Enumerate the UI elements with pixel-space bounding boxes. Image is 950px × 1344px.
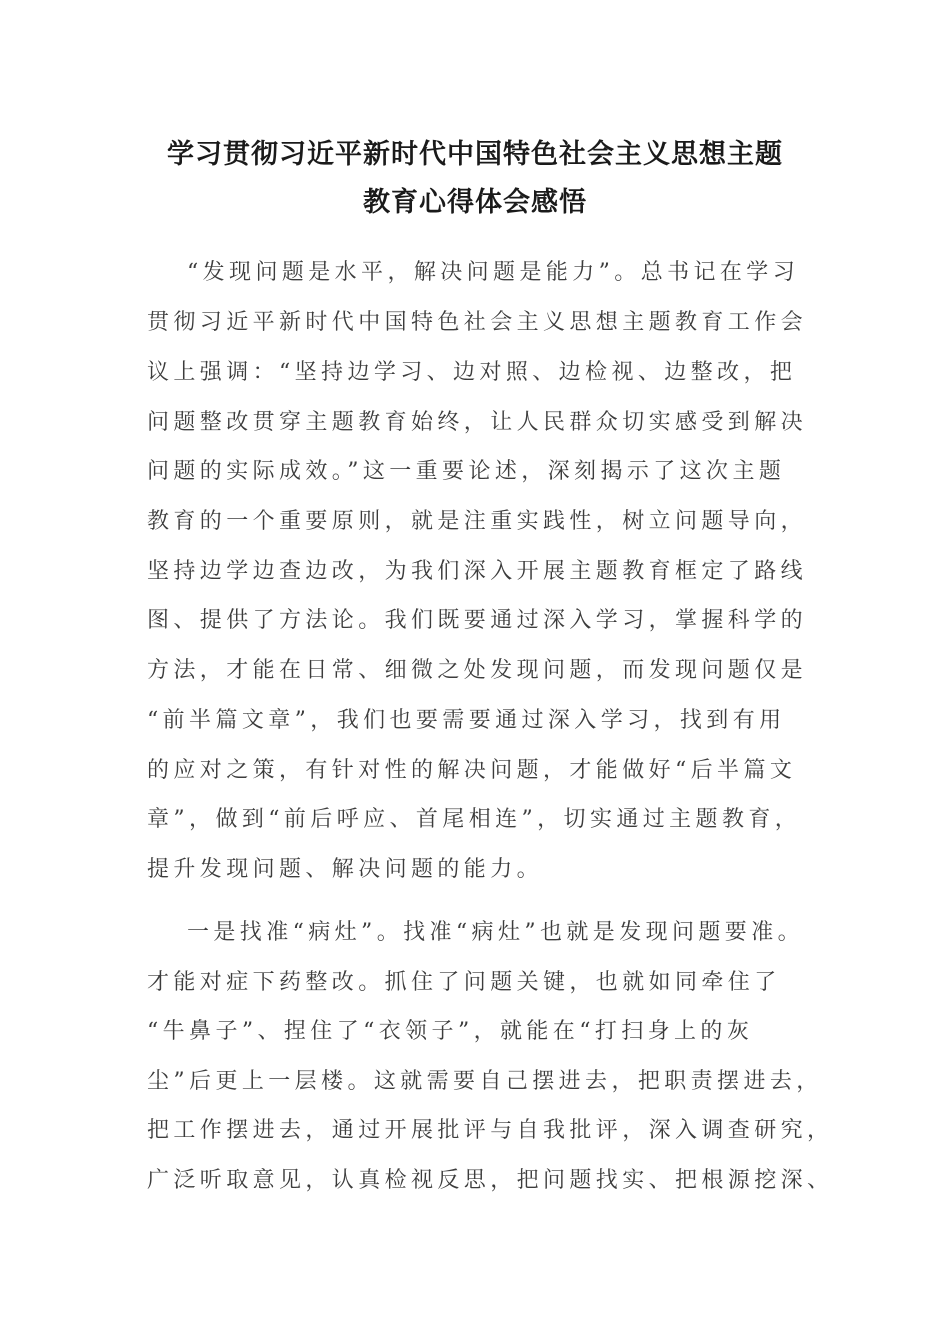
body-line: 章”，做到“前后呼应、首尾相连”，切实通过主题教育，	[147, 807, 802, 832]
body-line: 问题的实际成效。”这一重要论述，深刻揭示了这次主题	[147, 459, 786, 484]
body-line: 教育的一个重要原则，就是注重实践性，树立问题导向，	[147, 509, 808, 534]
body-line: 方法，才能在日常、细微之处发现问题，而发现问题仅是	[147, 658, 808, 683]
body-line: “牛鼻子”、捏住了“衣领子”，就能在“打扫身上的灰	[147, 1019, 754, 1044]
body-line: 把工作摆进去，通过开展批评与自我批评，深入调查研究，	[147, 1118, 834, 1143]
body-line: “前半篇文章”，我们也要需要通过深入学习，找到有用	[147, 708, 786, 733]
body-line: 尘”后更上一层楼。这就需要自己摆进去，把职责摆进去，	[147, 1069, 823, 1094]
body-line: 图、提供了方法论。我们既要通过深入学习，掌握科学的	[147, 608, 808, 633]
body-line: 问题整改贯穿主题教育始终，让人民群众切实感受到解决	[147, 410, 808, 435]
body-line: 坚持边学边查边改，为我们深入开展主题教育框定了路线	[147, 559, 808, 584]
body-line: “发现问题是水平，解决问题是能力”。总书记在学习	[187, 260, 800, 285]
body-line: 一是找准“病灶”。找准“病灶”也就是发现问题要准。	[187, 920, 804, 945]
body-line: 的应对之策，有针对性的解决问题，才能做好“后半篇文	[147, 758, 797, 783]
body-line: 广泛听取意见，认真检视反思，把问题找实、把根源挖深、	[147, 1168, 834, 1193]
document-title-line-1: 学习贯彻习近平新时代中国特色社会主义思想主题	[167, 139, 783, 170]
document-title-line-2: 教育心得体会感悟	[363, 187, 587, 218]
body-line: 贯彻习近平新时代中国特色社会主义思想主题教育工作会	[147, 310, 808, 335]
body-line: 议上强调：“坚持边学习、边对照、边检视、边整改，把	[147, 360, 797, 385]
body-line: 才能对症下药整改。抓住了问题关键，也就如同牵住了	[147, 970, 781, 995]
body-line: 提升发现问题、解决问题的能力。	[147, 857, 544, 882]
